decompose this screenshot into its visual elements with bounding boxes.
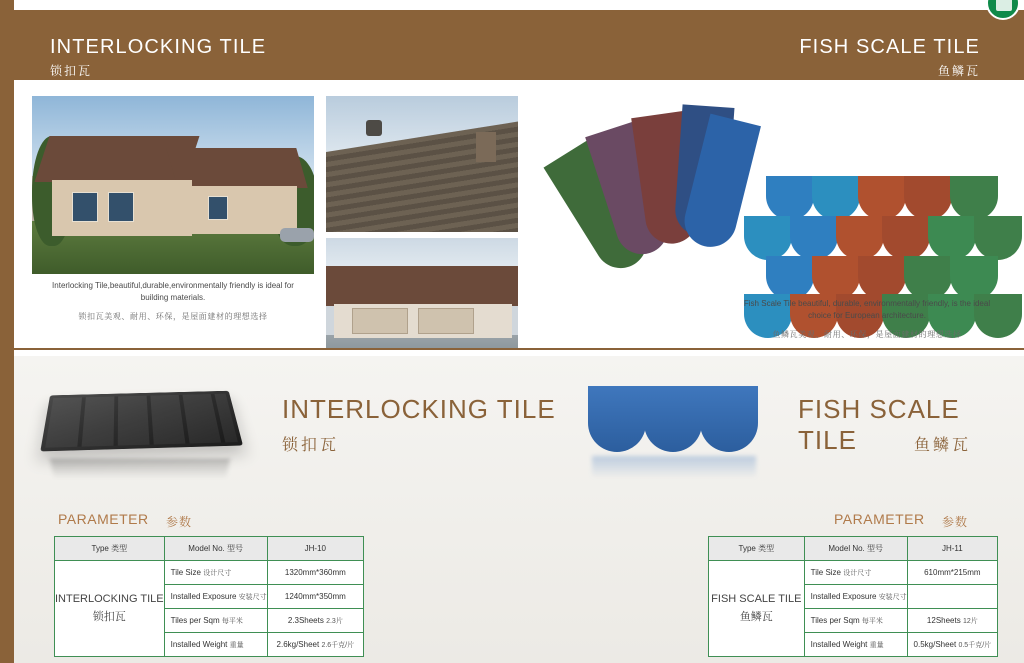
col-header-value: JH-11 (907, 537, 997, 561)
left-parameter-label-cn: 参数 (166, 515, 193, 529)
row-value-cn: 12片 (962, 617, 978, 625)
left-caption (44, 280, 302, 323)
row-label-tiles-per-sqm (804, 609, 907, 633)
row-value-installed-exposure (907, 585, 997, 609)
row-value-installed-weight (267, 633, 363, 657)
row-label-en: Installed Weight (810, 639, 868, 649)
row-label-cn: 每平米 (221, 617, 243, 625)
row-value-cn: 2.3片 (326, 617, 343, 625)
col-header-model: Model No. 型号 (164, 537, 267, 561)
row-label-en: Tiles per Sqm (170, 615, 220, 625)
row-value-installed-exposure: 1240mm*350mm (267, 585, 363, 609)
row-value-en: 0.5kg/Sheet (913, 639, 957, 649)
table-header-row (55, 537, 364, 561)
col-header-value: JH-10 (267, 537, 363, 561)
row-label-installed-weight (804, 633, 907, 657)
left-caption-cn: 锁扣瓦美观、耐用、环保，是屋面建材的理想选择 (78, 311, 268, 321)
table-header-row (709, 537, 998, 561)
right-caption (732, 298, 1002, 341)
left-product-title: INTERLOCKING TILE (282, 394, 556, 424)
left-caption-en: Interlocking Tile,beautiful,durable,environmentally friendly is ideal for building materials. (52, 281, 294, 303)
row-label-cn: 设计尺寸 (203, 569, 232, 577)
row-label-en: Installed Exposure (810, 591, 877, 601)
row-label-en: Installed Weight (170, 639, 228, 649)
house-exterior-photo (32, 96, 314, 274)
interlocking-tile-reflection (50, 459, 230, 479)
table-row (55, 561, 364, 585)
row-label-cn: 每平米 (861, 617, 883, 625)
header-left-subtitle: 锁扣瓦 (50, 64, 93, 78)
row-value-en: 2.3Sheets (287, 615, 324, 625)
interlocking-spec-table (54, 536, 364, 657)
top-white-band (14, 0, 1024, 10)
right-product-title: FISH SCALE TILE (798, 394, 960, 455)
roof-closeup-photo (326, 96, 518, 232)
row-label-cn: 安装尺寸 (878, 593, 907, 601)
col-header-type: Type 类型 (709, 537, 805, 561)
col-header-type: Type 类型 (55, 537, 165, 561)
left-product-subtitle: 锁扣瓦 (282, 437, 340, 454)
row-label-en: Installed Exposure (170, 591, 237, 601)
row-label-tile-size (804, 561, 907, 585)
row-label-tiles-per-sqm (164, 609, 267, 633)
right-caption-en: Fish Scale Tile beautiful, durable, environmentally friendly, is the ideal choice for European architecture. (743, 299, 991, 321)
right-product-name-en: FISH SCALE TILE (711, 592, 802, 605)
fish-scale-tile-reflection (592, 456, 756, 478)
lower-spec-section (14, 356, 1024, 663)
row-value-tiles-per-sqm (907, 609, 997, 633)
row-value-en: 12Sheets (926, 615, 961, 625)
garage-house-photo (326, 238, 518, 366)
left-brown-band (0, 0, 14, 663)
right-product-subtitle: 鱼鳞瓦 (914, 437, 972, 454)
row-value-cn: 0.5千克/片 (958, 641, 992, 649)
row-label-installed-exposure (164, 585, 267, 609)
right-product-name-cn: 鱼鳞瓦 (739, 610, 773, 623)
row-value-tile-size: 610mm*215mm (907, 561, 997, 585)
header-left-title: INTERLOCKING TILE (50, 36, 267, 58)
right-caption-cn: 鱼鳞瓦美观、耐用、环保，是屋面建材的理想选择 (772, 329, 962, 339)
row-label-installed-exposure (804, 585, 907, 609)
right-parameter-label-cn: 参数 (942, 515, 969, 529)
left-parameter-label: PARAMETER (58, 511, 149, 527)
fish-scale-spec-table (708, 536, 998, 657)
header-right-title: FISH SCALE TILE (799, 36, 980, 58)
header-right-subtitle: 鱼鳞瓦 (937, 64, 980, 78)
row-label-cn: 安装尺寸 (238, 593, 267, 601)
row-label-en: Tiles per Sqm (810, 615, 860, 625)
left-product-name-cn: 锁扣瓦 (92, 610, 126, 623)
fish-scale-tile-sample-image (588, 386, 758, 458)
row-label-cn: 重量 (229, 641, 244, 649)
row-value-en: 2.6kg/Sheet (276, 639, 320, 649)
left-product-name-cell (55, 561, 165, 657)
row-label-installed-weight (164, 633, 267, 657)
row-value-installed-weight (907, 633, 997, 657)
row-value-cn: 2.6千克/片 (321, 641, 355, 649)
row-label-cn: 重量 (869, 641, 884, 649)
left-product-name-en: INTERLOCKING TILE (55, 592, 164, 605)
upper-showcase-section (14, 80, 1024, 348)
right-parameter-label: PARAMETER (834, 511, 925, 527)
row-label-en: Tile Size (170, 567, 201, 577)
row-label-en: Tile Size (810, 567, 842, 577)
table-row (709, 561, 998, 585)
row-value-tile-size: 1320mm*360mm (267, 561, 363, 585)
row-value-tiles-per-sqm (267, 609, 363, 633)
row-label-cn: 设计尺寸 (843, 569, 872, 577)
page-header (14, 10, 1024, 80)
right-product-name-cell (709, 561, 805, 657)
row-label-tile-size (164, 561, 267, 585)
interlocking-tile-sample-image (40, 391, 243, 452)
col-header-model: Model No. 型号 (804, 537, 907, 561)
